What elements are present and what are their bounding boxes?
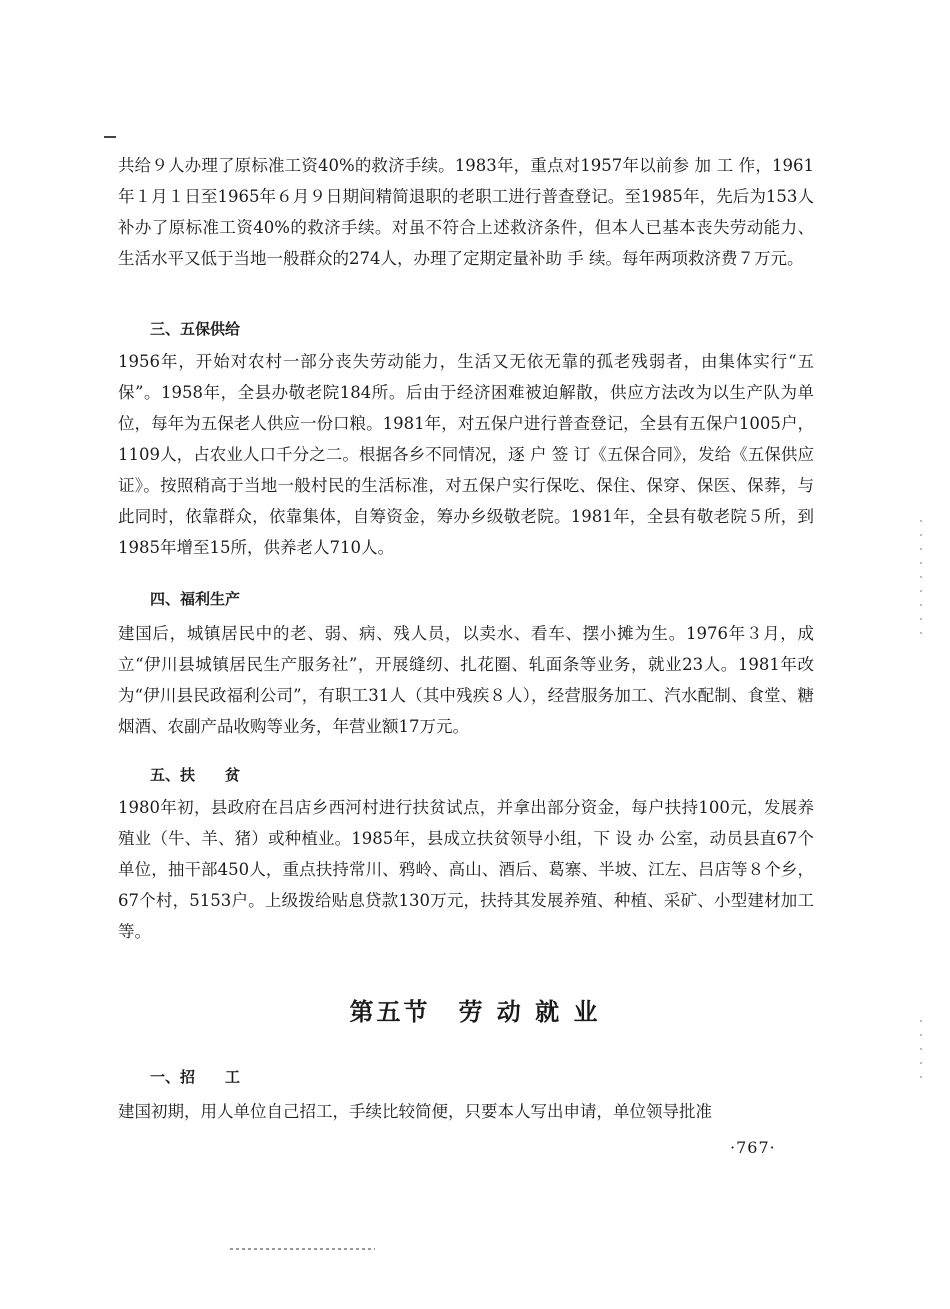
heading-poverty-relief: 五、扶 贫 (150, 766, 241, 784)
section-title (0, 992, 950, 1027)
heading-five-guarantees: 三、五保供给 (150, 320, 241, 338)
scan-edge-noise (920, 1020, 922, 1080)
paragraph-recruitment: 建国初期，用人单位自己招工，手续比较简便，只要本人写出申请，单位领导批准 (118, 1102, 712, 1121)
scan-noise (230, 1248, 375, 1250)
page-number: ·767· (730, 1138, 776, 1157)
scan-mark (104, 136, 116, 138)
paragraph-welfare-production: 建国后，城镇居民中的老、弱、病、残人员，以卖水、看车、摆小摊为生。1976年３月，成立“伊川县城镇居民生产服务社”，开展缝纫、扎花圈、轧面条等业务，就业23人。1981年改为“伊川县民政福利公司”，有职工31人（其中残疾８人），经营服务加工、汽水配制、食堂、糖烟酒、农副产品收购等业务，年营业额17万元。 (118, 624, 814, 736)
heading-welfare-production: 四、福利生产 (150, 590, 241, 608)
paragraph-relief-summary: 共给９人办理了原标准工资40%的救济手续。1983年，重点对1957年以前参 加 工 作，1961年１月１日至1965年６月９日期间精简退职的老职工进行普查登记。至1985年，先后为153人补办了原标准工资40%的救济手续。对虽不符合上述救济条件，但本人已基本丧失劳动能力、生活水平又低于当地一般群众的274人，办理了定期定量补助 手 续。每年两项救济费７万元。 (118, 156, 814, 268)
section-label: 第五节 (349, 997, 431, 1026)
paragraph-poverty-relief: 1980年初，县政府在吕店乡西河村进行扶贫试点，并拿出部分资金，每户扶持100元，发展养殖业（牛、羊、猪）或种植业。1985年，县成立扶贫领导小组，下 设 办 公室，动员县直67个单位，抽干部450人，重点扶持常川、鸦岭、高山、酒后、葛寨、半坡、江左、吕店等８个乡，67个村，5153户。上级拨给贴息贷款130万元，扶持其发展养殖、种植、采矿、小型建材加工等。 (118, 798, 814, 941)
scan-edge-noise (920, 520, 922, 640)
paragraph-five-guarantees: 1956年，开始对农村一部分丧失劳动能力，生活又无依无靠的孤老残弱者，由集体实行“五保”。1958年，全县办敬老院184所。后由于经济困难被迫解散，供应方法改为以生产队为单位，每年为五保老人供应一份口粮。1981年，对五保户进行普查登记，全县有五保户1005户，1109人，占农业人口千分之二。根据各乡不同情况，逐 户 签 订《五保合同》，发给《五保供应证》。按照稍高于当地一般村民的生活标准，对五保户实行保吃、保住、保穿、保医、保葬，与此同时，依靠群众，依靠集体，自筹资金，筹办乡级敬老院。1981年，全县有敬老院５所，到1985年增至15所，供养老人710人。 (118, 352, 814, 557)
heading-recruitment: 一、招 工 (150, 1068, 241, 1086)
section-heading: 劳 动 就 业 (458, 997, 601, 1026)
